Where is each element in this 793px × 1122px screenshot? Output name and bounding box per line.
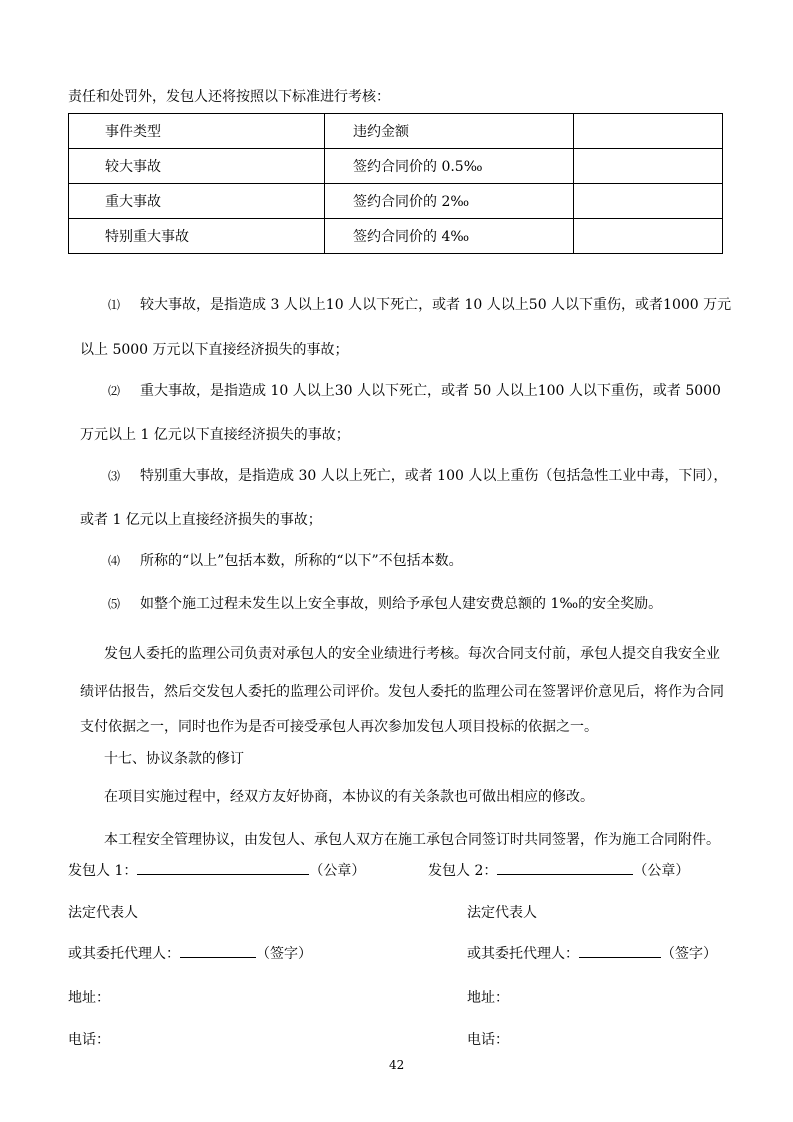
item-text: 重大事故，是指造成 10 人以上30 人以下死亡，或者 50 人以上100 人以下重伤，或者 5000: [140, 383, 721, 399]
list-item: [108, 380, 721, 400]
item-continuation: 万元以上 1 亿元以下直接经济损失的事故；: [80, 427, 350, 443]
agent-line: [467, 943, 717, 963]
legal-rep-label: 法定代表人: [68, 905, 138, 921]
list-item: [108, 465, 727, 485]
party-1-label: 发包人 1：: [68, 863, 138, 879]
page-number: 42: [389, 1058, 405, 1072]
item-text: 如整个施工过程未发生以上安全事故，则给予承包人建安费总额的 1‰的安全奖励。: [140, 596, 663, 612]
table-row: [69, 184, 723, 219]
address-label: 地址：: [467, 990, 509, 1006]
penalty-table: [68, 113, 723, 254]
table-cell: 签约合同价的 0.5‰: [325, 149, 574, 184]
party-2-blank: [497, 860, 633, 875]
section-heading: 十七、协议条款的修订: [104, 751, 244, 767]
seal-note: （公章）: [633, 863, 690, 879]
table-cell: 签约合同价的 2‰: [325, 184, 574, 219]
address-label: 地址：: [68, 990, 110, 1006]
item-number: ⑶: [108, 469, 121, 483]
phone-label: 电话：: [467, 1032, 509, 1048]
agent-line: [68, 943, 312, 963]
table-header-cell: 事件类型: [69, 114, 325, 149]
section-text: 在项目实施过程中，经双方友好协商，本协议的有关条款也可做出相应的修改。: [104, 789, 594, 805]
table-cell: [574, 149, 723, 184]
seal-note: （公章）: [309, 863, 366, 879]
phone-label: 电话：: [68, 1032, 110, 1048]
assessment-paragraph-line: 发包人委托的监理公司负责对承包人的安全业绩进行考核。每次合同支付前，承包人提交自我安全业: [104, 646, 720, 662]
table-cell: 签约合同价的 4‰: [325, 219, 574, 254]
signature-note: （签字）: [256, 946, 312, 962]
item-text: 特别重大事故，是指造成 30 人以上死亡，或者 100 人以上重伤（包括急性工业中毒，下同），: [140, 468, 728, 484]
item-text: 所称的“以上”包括本数，所称的“以下”不包括本数。: [140, 553, 463, 569]
agent-blank: [180, 943, 256, 958]
item-continuation: 以上 5000 万元以下直接经济损失的事故；: [80, 342, 349, 358]
party-1-line: [68, 860, 365, 880]
item-number: ⑵: [108, 384, 121, 398]
signature-note: （签字）: [661, 946, 717, 962]
item-text: 较大事故，是指造成 3 人以上10 人以下死亡，或者 10 人以上50 人以下重伤，或者1000 万元: [140, 297, 732, 313]
intro-line: 责任和处罚外，发包人还将按照以下标准进行考核：: [68, 89, 390, 105]
legal-rep-label: 法定代表人: [467, 905, 537, 921]
table-header-row: [69, 114, 723, 149]
closing-text: 本工程安全管理协议，由发包人、承包人双方在施工承包合同签订时共同签署，作为施工合同附件。: [104, 832, 720, 848]
item-number: ⑴: [108, 298, 121, 312]
party-2-line: [428, 860, 689, 880]
party-2-label: 发包人 2：: [428, 863, 498, 879]
list-item: [108, 550, 463, 570]
agent-label: 或其委托代理人：: [68, 946, 180, 962]
table-cell: 较大事故: [69, 149, 325, 184]
table-header-cell: 违约金额: [325, 114, 574, 149]
item-continuation: 或者 1 亿元以上直接经济损失的事故；: [80, 512, 322, 528]
item-number: ⑷: [108, 554, 121, 568]
table-row: [69, 219, 723, 254]
agent-blank: [579, 943, 661, 958]
agent-label: 或其委托代理人：: [467, 946, 579, 962]
assessment-paragraph-line: 绩评估报告，然后交发包人委托的监理公司评价。发包人委托的监理公司在签署评价意见后，将作为合同: [80, 684, 724, 700]
table-cell: 重大事故: [69, 184, 325, 219]
table-cell: 特别重大事故: [69, 219, 325, 254]
table-row: [69, 149, 723, 184]
assessment-paragraph-line: 支付依据之一，同时也作为是否可接受承包人再次参加发包人项目投标的依据之一。: [80, 719, 598, 735]
item-number: ⑸: [108, 597, 121, 611]
list-item: [108, 593, 662, 613]
list-item: [108, 294, 731, 314]
party-1-blank: [137, 860, 309, 875]
table-cell: [574, 184, 723, 219]
table-cell: [574, 219, 723, 254]
table-header-cell: [574, 114, 723, 149]
